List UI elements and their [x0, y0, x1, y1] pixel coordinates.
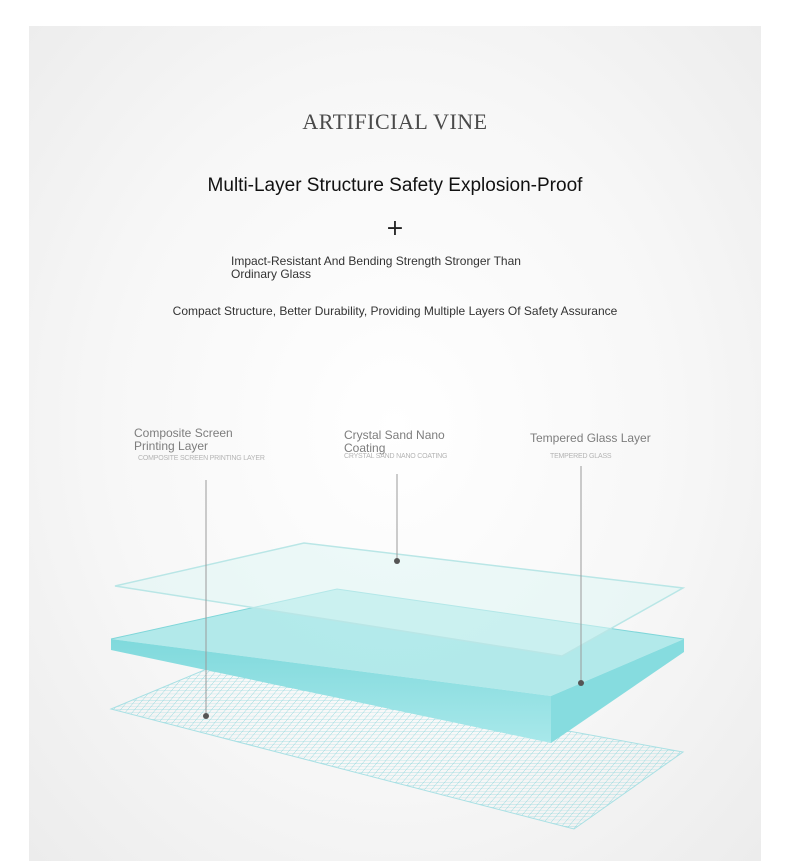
marker-dot-tempered — [578, 680, 584, 686]
headline: Multi-Layer Structure Safety Explosion-Proof — [207, 175, 583, 196]
marker-dot-printing — [203, 713, 209, 719]
durability-text: Compact Structure, Better Durability, Providing Multiple Layers Of Safety Assurance — [172, 304, 618, 318]
impact-resistance-text: Impact-Resistant And Bending Strength Stronger Than Ordinary Glass — [231, 254, 521, 281]
label-tempered-glass-layer: Tempered Glass Layer — [530, 431, 651, 445]
caption-tempered-glass: TEMPERED GLASS — [550, 453, 612, 460]
product-banner — [29, 26, 761, 861]
brand-title: ARTIFICIAL VINE — [302, 109, 488, 134]
caption-nano-coating: CRYSTAL SAND NANO COATING — [344, 453, 448, 460]
marker-dot-coating — [394, 558, 400, 564]
plus-icon: + — [385, 216, 405, 241]
caption-screen-printing-layer: COMPOSITE SCREEN PRINTING LAYER — [138, 455, 265, 462]
label-nano-coating: Crystal Sand Nano Coating — [344, 428, 445, 455]
label-screen-printing-layer: Composite Screen Printing Layer — [134, 426, 233, 453]
